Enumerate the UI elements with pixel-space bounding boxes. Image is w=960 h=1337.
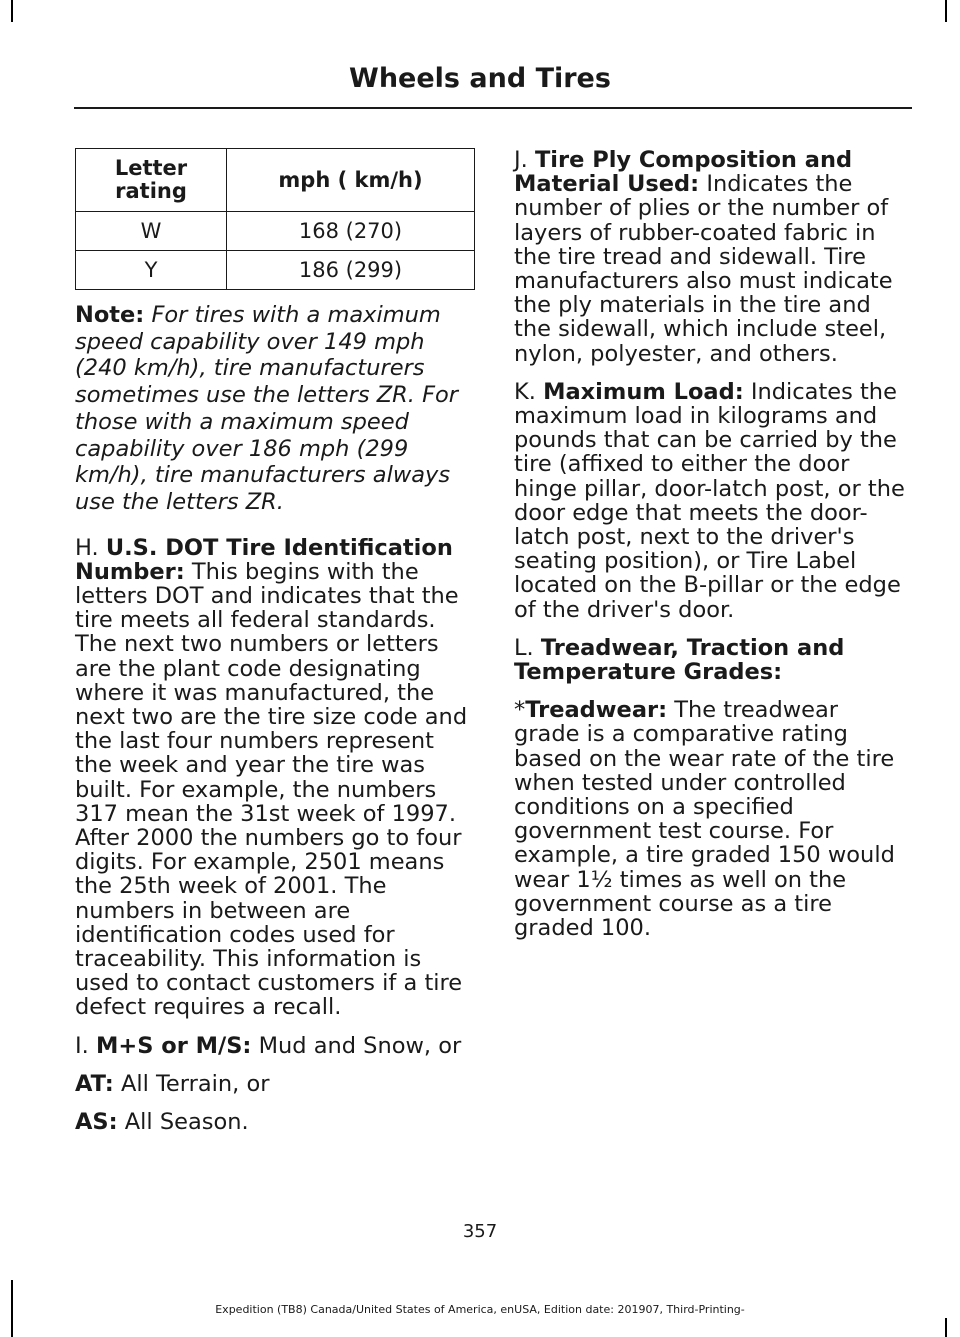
table-cell: 186 (299) <box>227 251 475 290</box>
crop-mark-top-right <box>945 0 947 22</box>
table-cell: 168 (270) <box>227 212 475 251</box>
crop-mark-bottom-right <box>945 1318 947 1337</box>
section-letter: J. <box>514 147 528 173</box>
right-column <box>514 148 909 954</box>
section-as <box>75 1110 475 1134</box>
section-text: Indicates the number of plies or the number of layers of rubber-coated fabric in the tire tread and sidewall. Tire manufacturers also must indicate the ply materials in the tire and the sidewall, which include steel, nylon, polyester, and others. <box>514 171 893 367</box>
crop-mark-top-left <box>11 0 13 22</box>
section-text: Indicates the maximum load in kilograms and pounds that can be carried by the tire (affixed to either the door hinge pillar, door-latch post, or the door edge that meets the door-latch post, next to the driver's seating position), or Tire Label located on the B-pillar or the edge of the driver's door. <box>514 378 905 623</box>
section-treadwear <box>514 698 909 940</box>
table-cell: W <box>76 212 227 251</box>
page-header-title: Wheels and Tires <box>349 63 611 94</box>
table-header-cell: Letter rating <box>76 149 227 212</box>
table-cell: Y <box>76 251 227 290</box>
table-header-row <box>76 149 475 212</box>
table-row <box>76 212 475 251</box>
section-j <box>514 148 909 366</box>
table-header-cell: mph ( km/h) <box>227 149 475 212</box>
note-label: Note: <box>75 302 145 328</box>
section-at <box>75 1072 475 1096</box>
section-title: M+S or M/S: <box>95 1032 252 1059</box>
footer-edition-info: Expedition (TB8) Canada/United States of America, enUSA, Edition date: 201907, Third-Printing- <box>215 1303 745 1316</box>
section-h <box>75 536 475 1020</box>
section-title: Treadwear: <box>525 697 668 724</box>
section-title: Tire Ply Composition and Material Used: <box>514 147 853 198</box>
section-text: All Terrain, or <box>120 1070 270 1097</box>
section-text: Mud and Snow, or <box>258 1032 462 1059</box>
section-title: U.S. DOT Tire Identification Number: <box>75 534 453 585</box>
section-i <box>75 1034 475 1058</box>
section-l <box>514 636 909 684</box>
note-text: For tires with a maximum speed capability over 149 mph (240 km/h), tire manufacturers sometimes use the letters ZR. For those with a maximum speed capability over 186 mph (299 km/h), tire manufacturers always use the letters ZR. <box>75 302 459 515</box>
section-title: Treadwear, Traction and Temperature Grades: <box>514 634 845 686</box>
table-row <box>76 251 475 290</box>
section-letter: H. <box>75 534 99 561</box>
left-column <box>75 148 475 1148</box>
section-letter: L. <box>514 634 534 661</box>
note-paragraph <box>75 302 475 516</box>
header-divider <box>74 107 912 109</box>
section-title: AT: <box>75 1070 114 1097</box>
section-prefix: * <box>514 697 526 724</box>
page-number: 357 <box>462 1221 498 1242</box>
section-letter: I. <box>75 1032 89 1059</box>
section-text: All Season. <box>124 1109 249 1136</box>
section-text: This begins with the letters DOT and indicates that the tire meets all federal standards. The next two numbers or letters are the plant code designating where it was manufactured, the next two are the tire size code and the last four numbers represent the week and year the tire was built. For example, the numbers 317 mean the 31st week of 1997. After 2000 the numbers go to four digits. For example, 2501 means the 25th week of 2001. The numbers in between are identification codes used for traceability. This information is used to contact customers if a tire defect requires a recall. <box>75 558 468 1021</box>
section-letter: K. <box>514 378 536 405</box>
section-title: AS: <box>75 1109 118 1136</box>
section-k <box>514 380 909 622</box>
speed-rating-table <box>75 148 475 290</box>
section-text: The treadwear grade is a comparative rating based on the wear rate of the tire when tested under controlled conditions on a specified government test course. For example, a tire graded 150 would wear 1½ times as well on the government course as a tire graded 100. <box>514 697 895 942</box>
section-title: Maximum Load: <box>543 378 744 405</box>
